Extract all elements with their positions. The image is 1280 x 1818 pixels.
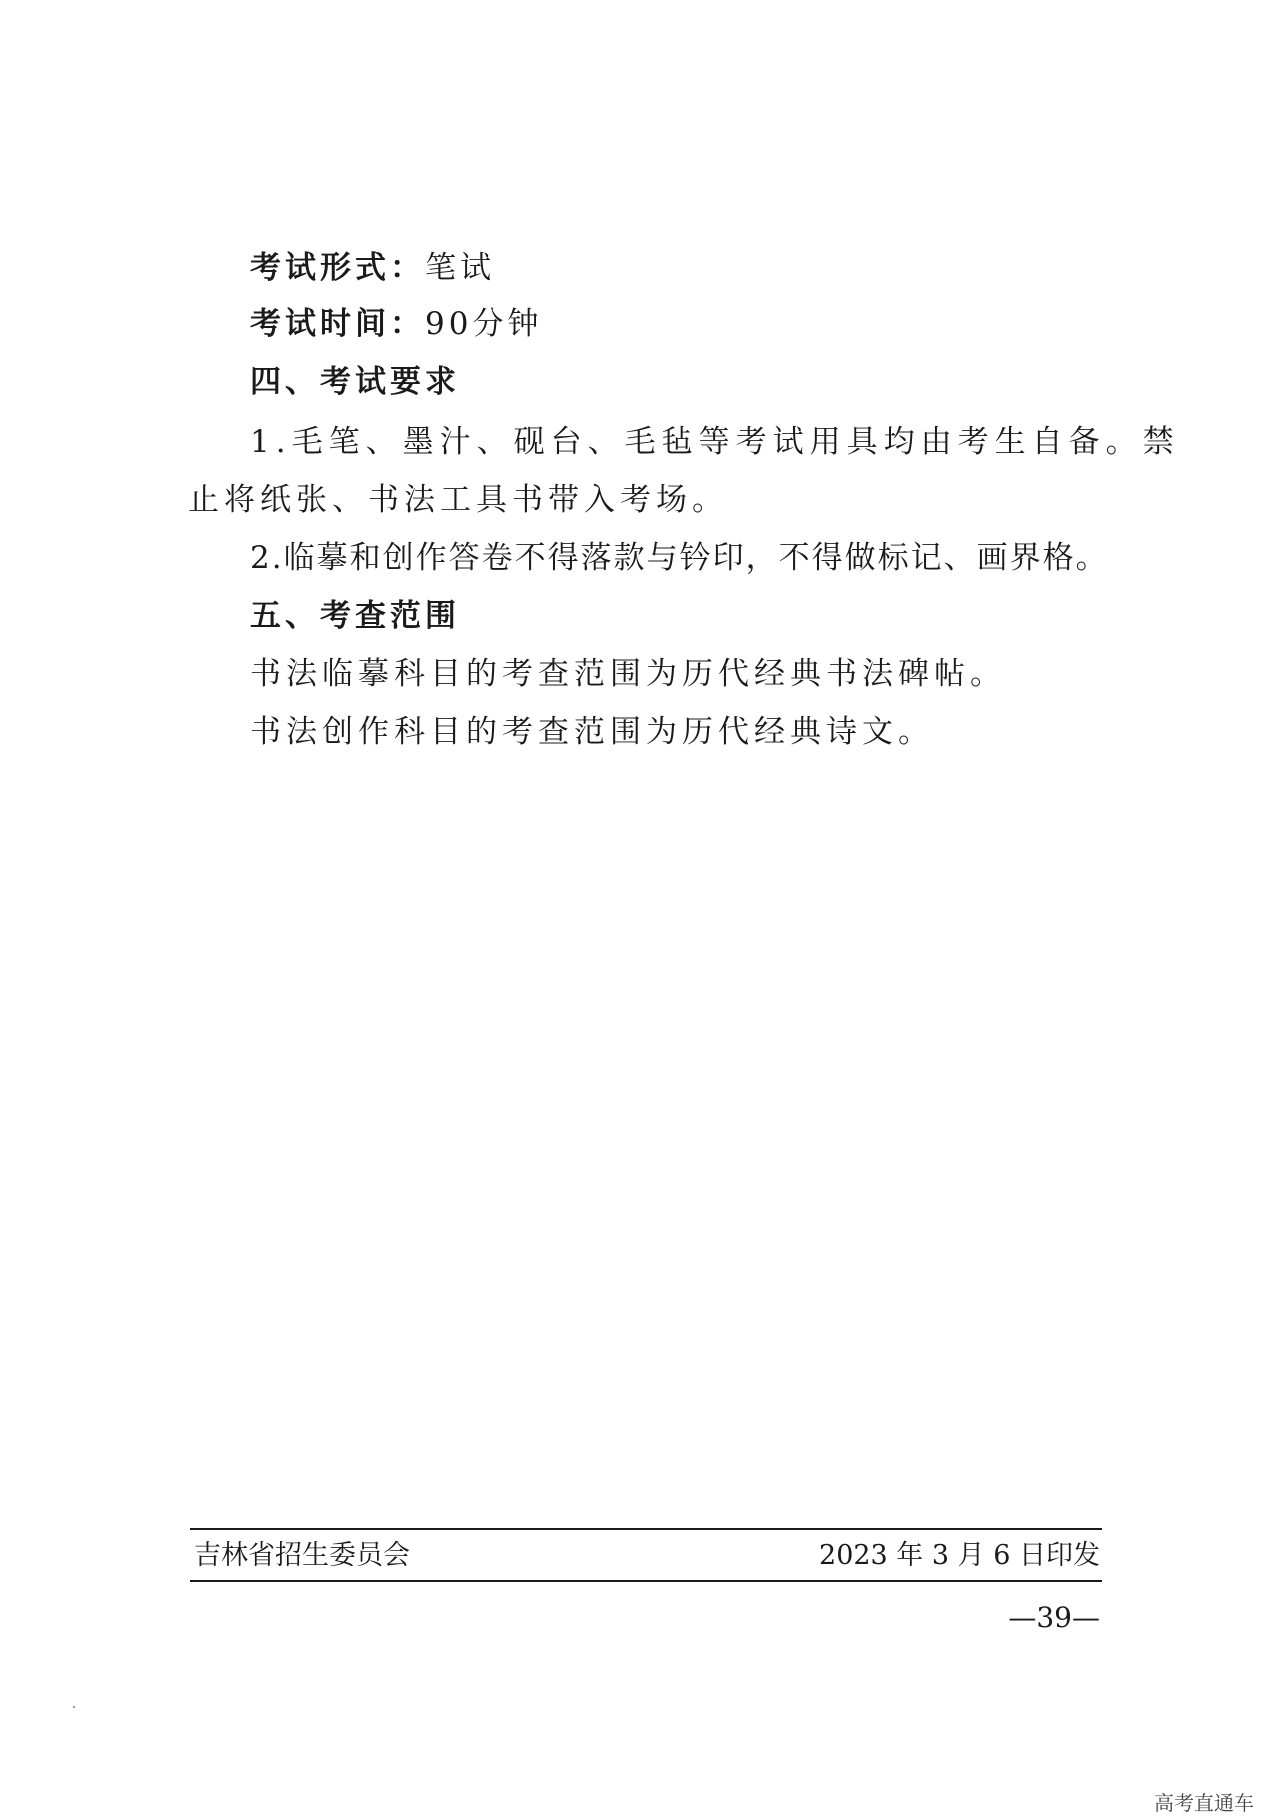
scan-speck [73,1706,75,1708]
requirement-1-line-1: 1.毛笔、墨汁、砚台、毛毡等考试用具均由考生自备。禁 [250,424,1180,460]
section-4-heading: 四、考试要求 [250,364,460,400]
footer-issue-date: 2023 年 3 月 6 日印发 [819,1540,1100,1571]
exam-form-row [250,248,495,288]
footer-issuer: 吉林省招生委员会 [194,1540,410,1571]
exam-time-value: 90分钟 [425,306,543,342]
footer-bottom-rule [190,1580,1102,1582]
requirement-1-line-2: 止将纸张、书法工具书带入考场。 [188,482,728,518]
exam-form-label: 考试形式： [250,250,425,286]
scope-paragraph-1: 书法临摹科目的考查范围为历代经典书法碑帖。 [250,656,1006,692]
section-5-heading: 五、考查范围 [250,598,460,634]
scope-paragraph-2: 书法创作科目的考查范围为历代经典诗文。 [250,714,934,750]
page-number: —39— [1008,1601,1100,1634]
footer-top-rule [190,1528,1102,1530]
exam-time-label: 考试时间： [250,306,425,342]
watermark-text: 高考直通车 [1154,1791,1254,1815]
exam-form-value: 笔试 [425,250,495,286]
requirement-2: 2.临摹和创作答卷不得落款与钤印，不得做标记、画界格。 [250,540,1109,576]
exam-time-row [250,304,542,344]
